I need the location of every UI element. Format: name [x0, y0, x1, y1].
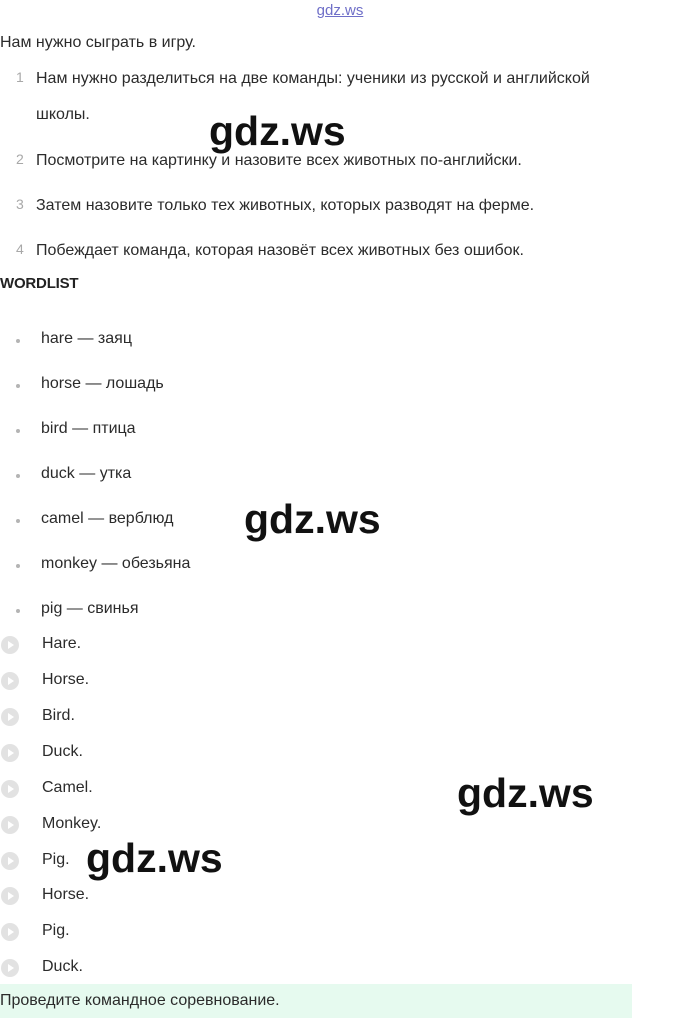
wordlist-item-text: monkey — обезьяна — [41, 555, 191, 572]
wordlist-item-text: camel — верблюд — [41, 510, 174, 527]
step-text: Затем назовите только тех животных, которых разводят на ферме. — [36, 197, 535, 214]
step-text: Нам нужно разделиться на две команды: ученики из русской и английской школы. — [36, 70, 590, 123]
wordlist-item-text: bird — птица — [41, 420, 136, 437]
play-audio-icon[interactable] — [1, 959, 19, 977]
wordlist-item-text: horse — лошадь — [41, 375, 164, 392]
play-audio-icon[interactable] — [1, 672, 19, 690]
play-audio-icon[interactable] — [1, 816, 19, 834]
answer-text: Pig. — [42, 851, 70, 868]
bullet-icon — [16, 429, 20, 433]
step-number: 1 — [16, 69, 24, 85]
play-audio-icon[interactable] — [1, 744, 19, 762]
watermark: gdz.ws — [244, 496, 381, 542]
answer-text: Duck. — [42, 743, 83, 760]
step-number: 4 — [16, 241, 24, 257]
wordlist-heading: WORDLIST — [0, 275, 79, 292]
step-number: 2 — [16, 151, 24, 167]
step-text: Побеждает команда, которая назовёт всех животных без ошибок. — [36, 242, 524, 259]
wordlist-item-text: pig — свинья — [41, 600, 139, 617]
watermark: gdz.ws — [86, 835, 223, 881]
watermark: gdz.ws — [457, 770, 594, 816]
answer-text: Camel. — [42, 779, 93, 796]
play-audio-icon[interactable] — [1, 923, 19, 941]
bullet-icon — [16, 519, 20, 523]
wordlist-item-text: duck — утка — [41, 465, 132, 482]
answer-text: Horse. — [42, 671, 90, 688]
watermark: gdz.ws — [209, 108, 346, 154]
play-audio-icon[interactable] — [1, 852, 19, 870]
site-mark[interactable]: gdz.ws — [316, 2, 364, 19]
answer-text: Monkey. — [42, 815, 102, 832]
bullet-icon — [16, 474, 20, 478]
play-audio-icon[interactable] — [1, 636, 19, 654]
step-text: Посмотрите на картинку и назовите всех животных по-английски. — [36, 152, 522, 169]
wordlist-item-text: hare — заяц — [41, 330, 132, 347]
task-banner — [0, 984, 632, 1018]
task-text: Проведите командное соревнование. — [0, 992, 280, 1009]
bullet-icon — [16, 609, 20, 613]
answer-text: Duck. — [42, 958, 83, 975]
play-audio-icon[interactable] — [1, 780, 19, 798]
bullet-icon — [16, 564, 20, 568]
play-audio-icon[interactable] — [1, 887, 19, 905]
step-number: 3 — [16, 196, 24, 212]
answer-text: Horse. — [42, 886, 90, 903]
answer-text: Hare. — [42, 635, 82, 652]
answer-text: Bird. — [42, 707, 75, 724]
intro-text: Нам нужно сыграть в игру. — [0, 34, 196, 51]
play-audio-icon[interactable] — [1, 708, 19, 726]
bullet-icon — [16, 384, 20, 388]
answer-text: Pig. — [42, 922, 70, 939]
bullet-icon — [16, 339, 20, 343]
